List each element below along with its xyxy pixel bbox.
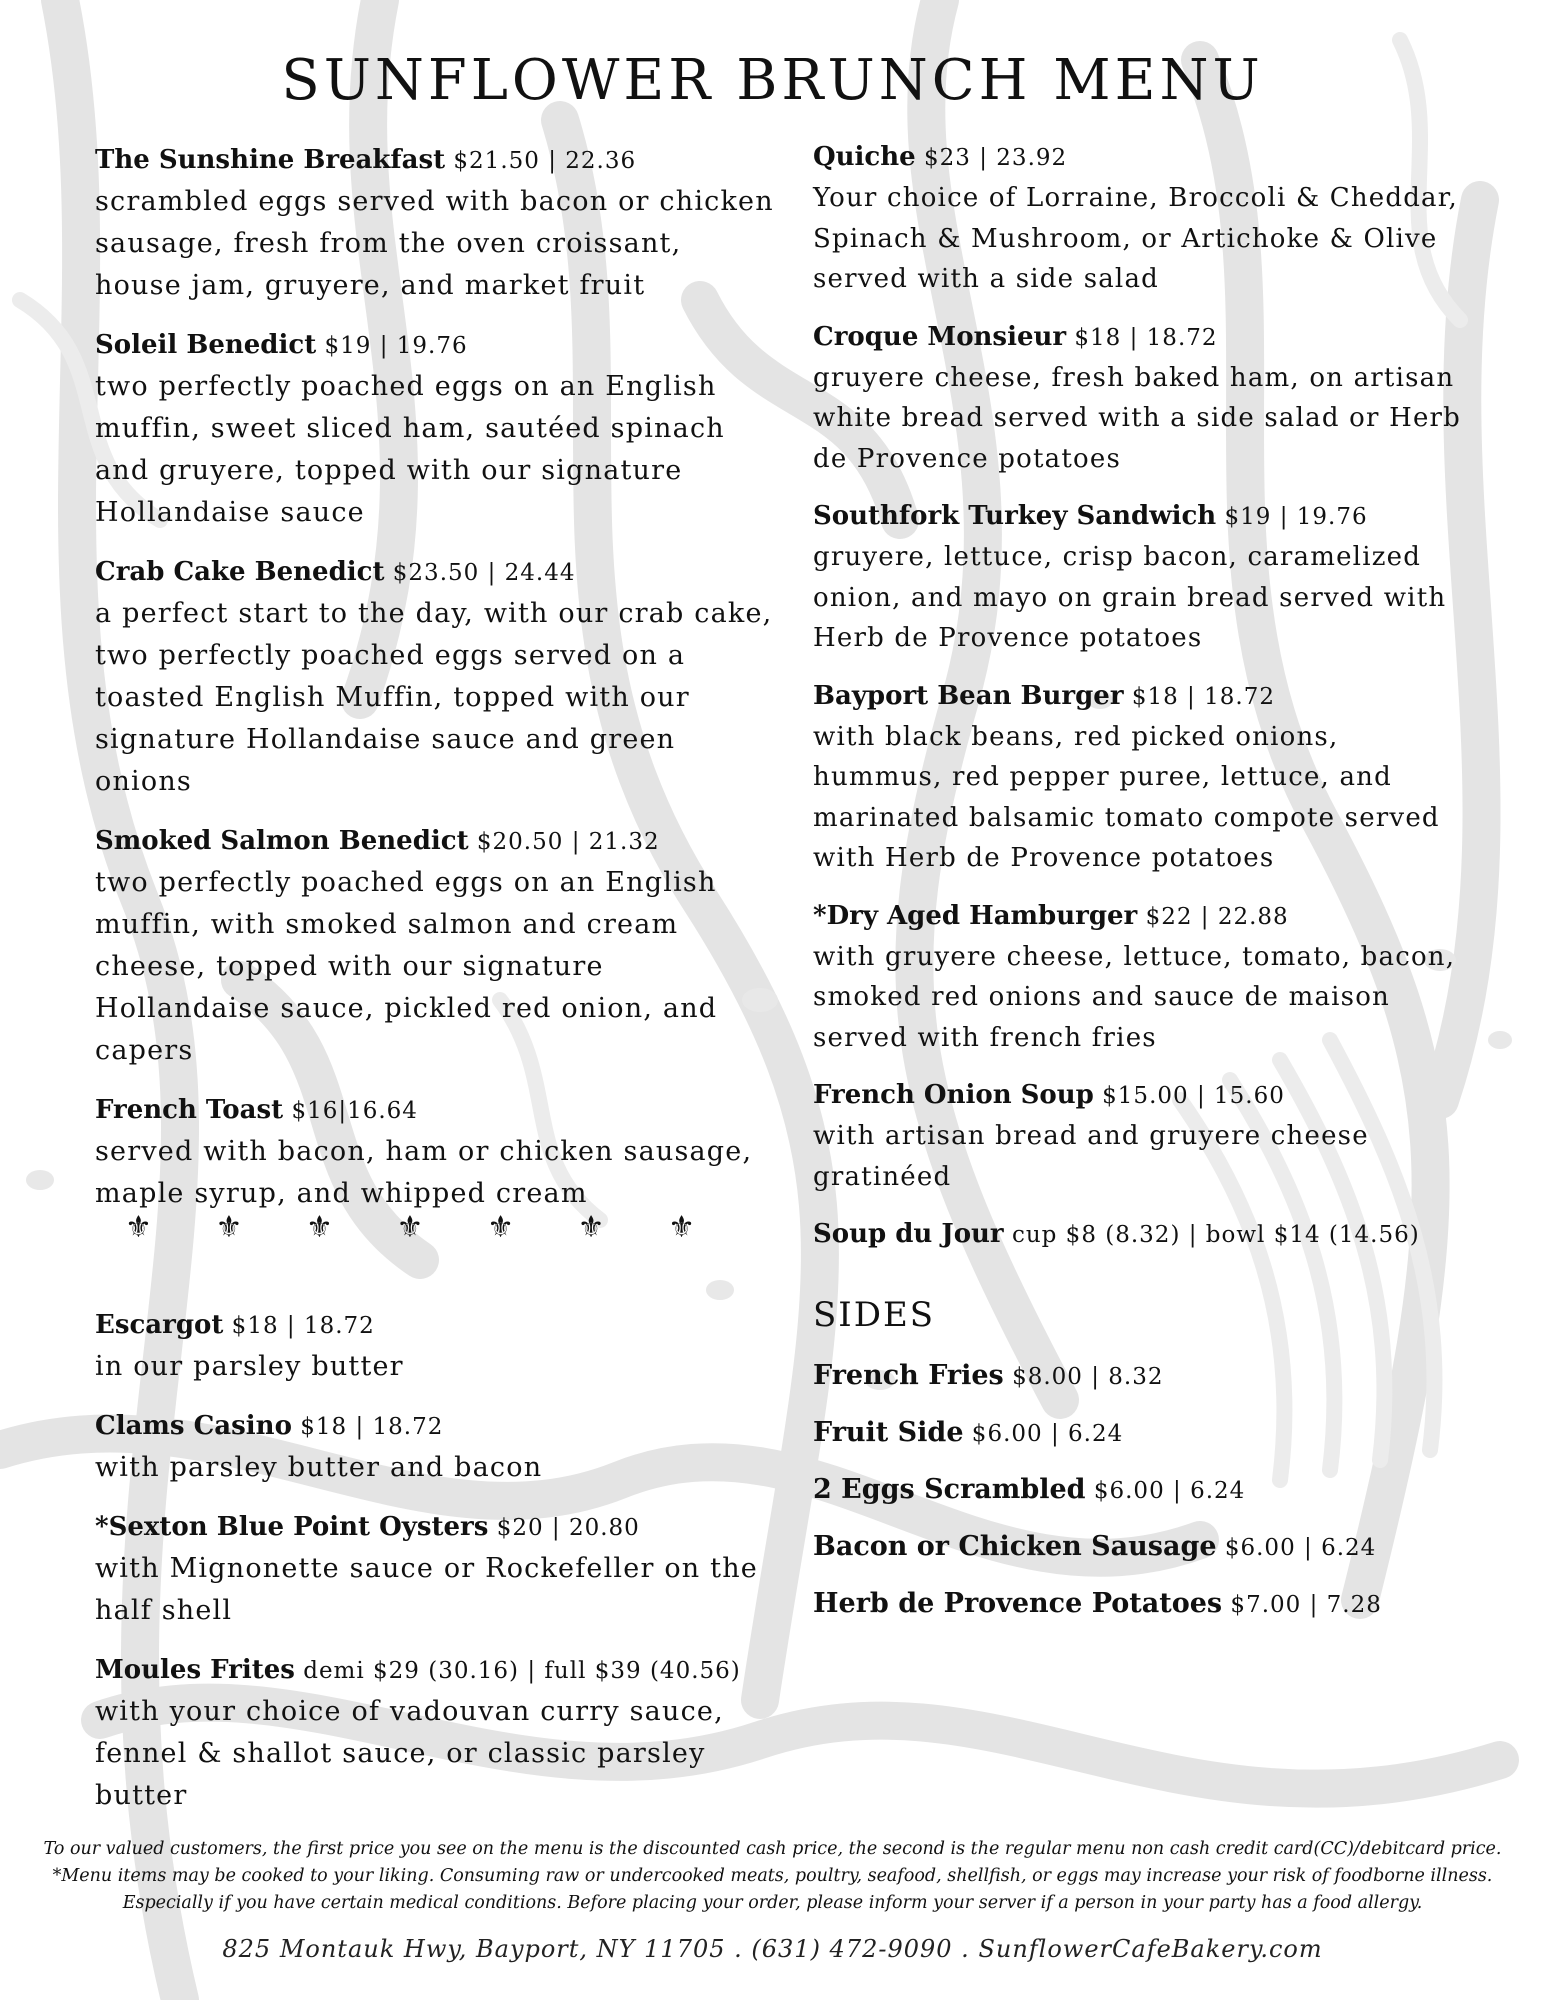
menu-item-price: $22 | 22.88	[1137, 903, 1289, 930]
menu-item-name: Clams Casino	[95, 1411, 292, 1441]
menu-item-heading	[95, 1406, 775, 1447]
menu-title: SUNFLOWER BRUNCH MENU	[281, 48, 1264, 113]
menu-item-heading	[813, 677, 1473, 717]
menu-item-description: Your choice of Lorraine, Broccoli & Cheddar, Spinach & Mushroom, or Artichoke & Olive served with a side salad	[813, 183, 1458, 294]
menu-item-price: $19 | 19.76	[316, 333, 468, 359]
side-item-price: $7.00 | 7.28	[1222, 1592, 1382, 1618]
menu-item-description: gruyere cheese, fresh baked ham, on artisan white bread served with a side salad or Herb de Provence potatoes	[813, 362, 1462, 474]
menu-item-description: with Mignonette sauce or Rockefeller on the half shell	[95, 1553, 758, 1626]
menu-item-name: Croque Monsieur	[813, 321, 1067, 352]
disclaimer-notes	[30, 1836, 1515, 1917]
menu-item-description: with artisan bread and gruyere cheese gratinéed	[813, 1121, 1369, 1192]
menu-item-name: Soup du Jour	[813, 1219, 1004, 1249]
menu-item	[813, 497, 1473, 659]
side-item-price: $6.00 | 6.24	[1085, 1478, 1246, 1504]
fleur-de-lis-icon: ⚜	[577, 1210, 605, 1245]
fleur-de-lis-divider	[125, 1210, 695, 1245]
left-column-starters	[95, 1305, 775, 1835]
menu-item-name: Moules Frites	[95, 1655, 295, 1685]
menu-item-price: $18 | 18.72	[1066, 324, 1218, 351]
menu-item-name: French Onion Soup	[813, 1080, 1094, 1110]
fleur-de-lis-icon: ⚜	[306, 1210, 333, 1245]
menu-item-heading	[95, 140, 775, 181]
side-item-price: $8.00 | 8.32	[1003, 1364, 1164, 1390]
menu-item-heading	[95, 552, 775, 593]
menu-item-heading	[95, 1507, 775, 1548]
menu-item-price: $23.50 | 24.44	[384, 560, 576, 586]
menu-item	[813, 1076, 1473, 1197]
side-item-name: French Fries	[813, 1360, 1004, 1391]
menu-item-description: scrambled eggs served with bacon or chicken sausage, fresh from the oven croissant, house jam, gruyere, and market fruit	[95, 186, 774, 301]
menu-item-name: Bayport Bean Burger	[813, 680, 1124, 711]
menu-item-name: Crab Cake Benedict	[95, 557, 385, 587]
sides-heading: SIDES	[813, 1295, 936, 1335]
menu-item-heading	[95, 821, 775, 862]
right-column-mains	[813, 138, 1473, 1273]
menu-item-price: $19 | 19.76	[1216, 504, 1368, 530]
menu-item	[95, 1507, 775, 1632]
menu-item	[95, 325, 775, 534]
sides-section	[813, 1295, 1473, 1642]
menu-item	[813, 318, 1473, 480]
menu-item-heading	[95, 325, 775, 366]
menu-item-name: Escargot	[95, 1310, 224, 1340]
side-item	[813, 1357, 1473, 1396]
menu-item-heading	[813, 897, 1473, 937]
pricing-note: To our valued customers, the first price you see on the menu is the discounted cash price, the second is the regular menu non cash credit card(CC)/debitcard price.	[43, 1839, 1502, 1859]
menu-item	[95, 1090, 775, 1215]
menu-item	[813, 1215, 1473, 1255]
fleur-de-lis-icon: ⚜	[487, 1210, 514, 1245]
menu-item	[95, 821, 775, 1072]
side-item-price: $6.00 | 6.24	[1216, 1535, 1377, 1561]
side-item	[813, 1528, 1473, 1567]
menu-item-description: a perfect start to the day, with our crab cake, two perfectly poached eggs served on a toasted English Muffin, topped with our signature Hollandaise sauce and green onions	[95, 598, 773, 797]
menu-item-price: $15.00 | 15.60	[1093, 1083, 1285, 1109]
menu-item	[95, 552, 775, 803]
menu-item-description: two perfectly poached eggs on an English muffin, sweet sliced ham, sautéed spinach and gruyere, topped with our signature Hollandaise sauce	[95, 371, 725, 528]
allergy-note: *Menu items may be cooked to your liking. Consuming raw or undercooked meats, poultry, seafood, shellfish, or eggs may increase your risk of foodborne illness. Especially if you have certain medical conditions. Before placing your order, please inform your server if a person in your party has a food allergy.	[52, 1866, 1493, 1913]
menu-item-price: $20.50 | 21.32	[468, 829, 660, 855]
menu-item-price: $21.50 | 22.36	[445, 148, 637, 174]
menu-item-price: cup $8 (8.32) | bowl $14 (14.56)	[1003, 1222, 1420, 1248]
menu-item-price: $18 | 18.72	[1123, 683, 1275, 710]
menu-item-price: $23 | 23.92	[915, 145, 1068, 171]
menu-item-name: Quiche	[813, 142, 916, 172]
menu-item-heading	[95, 1090, 775, 1131]
menu-item-description: in our parsley butter	[95, 1351, 404, 1382]
fleur-de-lis-icon: ⚜	[668, 1210, 695, 1245]
menu-item-price: $16|16.64	[283, 1098, 418, 1124]
menu-item-description: with your choice of vadouvan curry sauce, fennel & shallot sauce, or classic parsley butter	[95, 1696, 724, 1811]
menu-item-price: $20 | 20.80	[488, 1515, 640, 1541]
menu-item-heading	[813, 497, 1473, 537]
menu-item-description: with black beans, red picked onions, hummus, red pepper puree, lettuce, and marinated balsamic tomato compote served with Herb de Provence potatoes	[813, 721, 1440, 873]
menu-item	[95, 140, 775, 307]
menu-item-name: Smoked Salmon Benedict	[95, 826, 469, 856]
menu-item-price: $18 | 18.72	[291, 1414, 444, 1440]
side-item-name: Bacon or Chicken Sausage	[813, 1531, 1217, 1562]
menu-item-heading	[813, 1215, 1473, 1255]
menu-item-name: Southfork Turkey Sandwich	[813, 501, 1217, 531]
menu-item	[95, 1650, 775, 1817]
side-item	[813, 1585, 1473, 1624]
fleur-de-lis-icon: ⚜	[215, 1210, 243, 1245]
menu-item	[95, 1406, 775, 1489]
side-item-name: 2 Eggs Scrambled	[813, 1474, 1086, 1505]
side-item-name: Fruit Side	[813, 1417, 964, 1448]
menu-item-heading	[95, 1305, 775, 1346]
contact-footer: 825 Montauk Hwy, Bayport, NY 11705 . (631) 472-9090 . SunflowerCafeBakery.com	[222, 1935, 1323, 1963]
menu-item-heading	[813, 138, 1473, 178]
menu-item-description: two perfectly poached eggs on an English muffin, with smoked salmon and cream cheese, topped with our signature Hollandaise sauce, pickled red onion, and capers	[95, 867, 718, 1066]
menu-item-name: French Toast	[95, 1095, 284, 1125]
menu-item-description: gruyere, lettuce, crisp bacon, caramelized onion, and mayo on grain bread served with Herb de Provence potatoes	[813, 542, 1447, 653]
menu-item	[813, 897, 1473, 1059]
menu-item-name: The Sunshine Breakfast	[95, 145, 446, 175]
menu-item-price: demi $29 (30.16) | full $39 (40.56)	[294, 1658, 741, 1684]
menu-item	[95, 1305, 775, 1388]
menu-item-price: $18 | 18.72	[223, 1313, 375, 1339]
menu-item	[813, 138, 1473, 300]
side-item-price: $6.00 | 6.24	[963, 1421, 1124, 1447]
menu-item-heading	[813, 1076, 1473, 1116]
side-item-name: Herb de Provence Potatoes	[813, 1588, 1223, 1619]
menu-item-description: served with bacon, ham or chicken sausage, maple syrup, and whipped cream	[95, 1136, 753, 1209]
menu-item	[813, 677, 1473, 879]
left-column-brunch	[95, 140, 775, 1233]
side-item	[813, 1414, 1473, 1453]
menu-item-heading	[95, 1650, 775, 1691]
menu-item-description: with gruyere cheese, lettuce, tomato, bacon, smoked red onions and sauce de maison served with french fries	[813, 941, 1456, 1053]
fleur-de-lis-icon: ⚜	[125, 1210, 152, 1245]
sides-list	[813, 1357, 1473, 1624]
menu-item-heading	[813, 318, 1473, 358]
fleur-de-lis-icon: ⚜	[396, 1210, 424, 1245]
menu-item-name: Soleil Benedict	[95, 330, 317, 360]
side-item	[813, 1471, 1473, 1510]
menu-item-name: *Sexton Blue Point Oysters	[95, 1512, 489, 1542]
menu-item-name: *Dry Aged Hamburger	[813, 900, 1138, 931]
menu-item-description: with parsley butter and bacon	[95, 1452, 543, 1483]
